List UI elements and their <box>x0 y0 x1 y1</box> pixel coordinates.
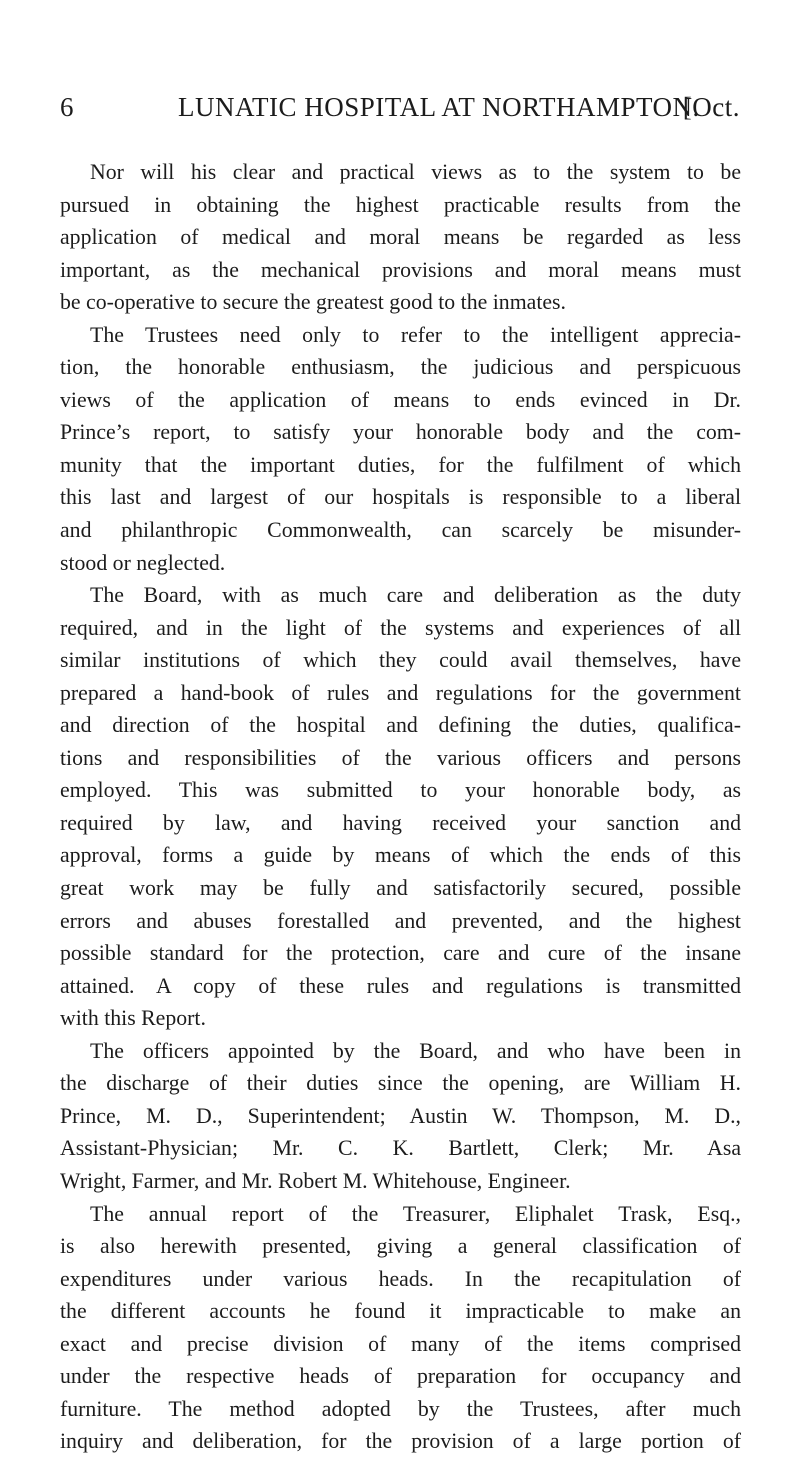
text-line: tions and responsibilities of the various officers and persons <box>60 745 741 770</box>
text-line: The officers appointed by the Board, and who have been in <box>90 1038 741 1063</box>
page-number: 6 <box>60 92 74 122</box>
running-title: LUNATIC HOSPITAL AT NORTHAMPTON. <box>178 92 700 122</box>
text-line: approval, forms a guide by means of which the ends of this <box>60 843 741 868</box>
text-line: required, and in the light of the systems and experiences of all <box>60 615 741 640</box>
text-line: the discharge of their duties since the opening, are William H. <box>60 1071 741 1096</box>
text-line: tion, the honorable enthusiasm, the judicious and perspicuous <box>60 355 741 380</box>
text-line: this last and largest of our hospitals is responsible to a liberal <box>60 485 741 510</box>
text-line: the different accounts he found it impracticable to make an <box>60 1299 741 1324</box>
text-line: The Board, with as much care and deliberation as the duty <box>90 583 741 608</box>
paragraph <box>60 1198 741 1458</box>
text-line: Prince’s report, to satisfy your honorable body and the com- <box>60 420 741 445</box>
text-line: Prince, M. D., Superintendent; Austin W. Thompson, M. D., <box>60 1103 741 1128</box>
text-line: furniture. The method adopted by the Trustees, after much <box>60 1396 741 1421</box>
text-line: employed. This was submitted to your honorable body, as <box>60 778 741 803</box>
text-line: be co-operative to secure the greatest good to the inmates. <box>60 290 566 315</box>
text-line: Nor will his clear and practical views as to the system to be <box>90 160 741 184</box>
text-line: possible standard for the protection, care and cure of the insane <box>60 941 741 966</box>
text-line: views of the application of means to ends evinced in Dr. <box>60 387 741 412</box>
text-line: under the respective heads of preparation for occupancy and <box>60 1364 741 1389</box>
text-line: expenditures under various heads. In the recapitulation of <box>60 1266 741 1291</box>
text-line: attained. A copy of these rules and regulations is transmitted <box>60 973 741 998</box>
text-line: required by law, and having received your sanction and <box>60 810 741 835</box>
text-line: inquiry and deliberation, for the provision of a large portion of <box>60 1429 741 1454</box>
text-line: is also herewith presented, giving a general classification of <box>60 1234 741 1259</box>
paragraph <box>60 579 741 1035</box>
text-line: application of medical and moral means be regarded as less <box>60 225 741 250</box>
paragraph <box>60 1035 741 1198</box>
text-line: similar institutions of which they could avail themselves, have <box>60 648 741 673</box>
text-line: great work may be fully and satisfactorily secured, possible <box>60 876 741 901</box>
text-line: and philanthropic Commonwealth, can scarcely be misunder- <box>60 518 741 543</box>
text-line: Assistant-Physician; Mr. C. K. Bartlett, Clerk; Mr. Asa <box>60 1136 741 1161</box>
running-date: [Oct. <box>682 92 740 122</box>
text-line: with this Report. <box>60 1006 206 1031</box>
paragraph <box>60 319 741 579</box>
text-line: exact and precise division of many of the items comprised <box>60 1331 741 1356</box>
text-line: pursued in obtaining the highest practicable results from the <box>60 192 741 217</box>
text-line: prepared a hand-book of rules and regulations for the government <box>60 680 741 705</box>
body-text <box>60 156 741 1458</box>
text-line: The annual report of the Treasurer, Eliphalet Trask, Esq., <box>90 1201 741 1226</box>
text-line: and direction of the hospital and defining the duties, qualifica- <box>60 713 741 738</box>
text-line: stood or neglected. <box>60 550 226 575</box>
paragraph <box>60 156 741 319</box>
text-line: errors and abuses forestalled and prevented, and the highest <box>60 908 741 933</box>
text-line: munity that the important duties, for the fulfilment of which <box>60 452 741 477</box>
running-head <box>60 92 740 132</box>
text-line: important, as the mechanical provisions and moral means must <box>60 257 741 282</box>
text-line: The Trustees need only to refer to the intelligent apprecia- <box>90 322 741 347</box>
text-line: Wright, Farmer, and Mr. Robert M. Whitehouse, Engineer. <box>60 1168 571 1193</box>
